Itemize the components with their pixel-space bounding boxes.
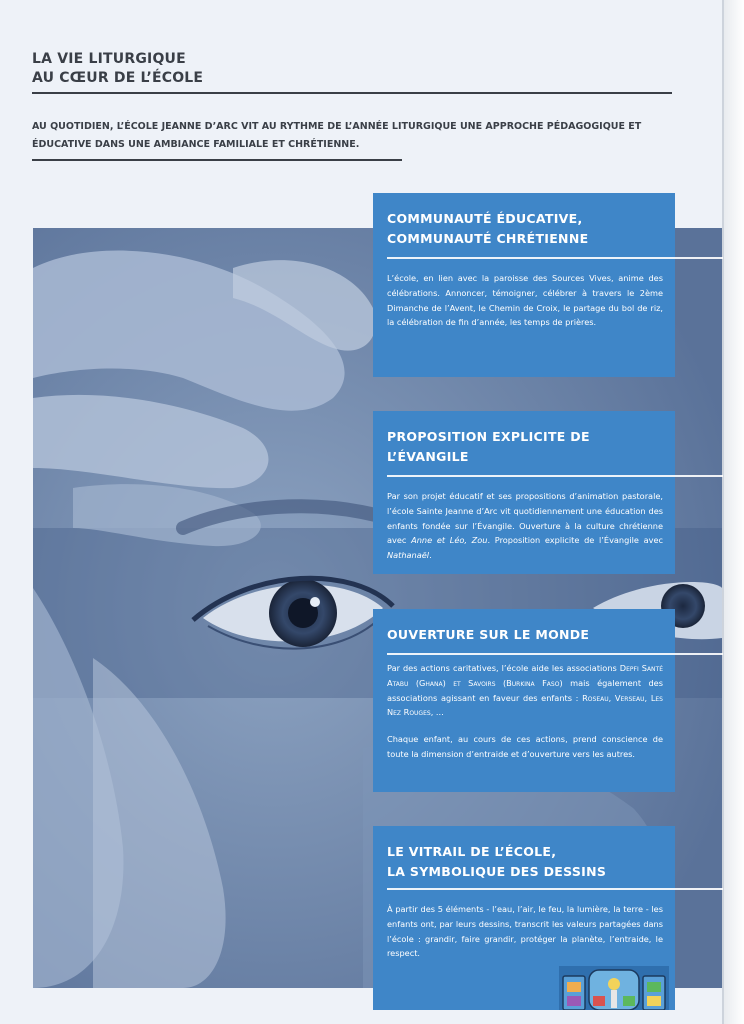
intro-divider (32, 159, 402, 161)
section-evangile-nathanael: Nathanaël (387, 550, 430, 561)
section-communaute-body (387, 271, 663, 330)
page-title (32, 50, 432, 88)
section-evangile-text-a: Par son projet éducatif et ses propositions d’animation pastorale, l’école Sainte Jeanne d’Arc vit quotidiennement une éducation des enfants fondée sur l’Évangile. Ouverture à la culture chrétienne avec (387, 491, 663, 546)
section-evangile-title-line-2: L’ÉVANGILE (387, 449, 469, 464)
section-communaute-divider (387, 257, 723, 259)
section-monde (373, 609, 675, 792)
intro-line-2: ÉDUCATIVE DANS UNE AMBIANCE FAMILIALE ET CHRÉTIENNE. (32, 139, 360, 150)
section-vitrail-title-line-1: LE VITRAIL DE L’ÉCOLE, (387, 844, 557, 859)
section-monde-associations: Depfi Santé Atabu (Ghana) et Savoirs (Burkina Faso) (387, 663, 663, 688)
section-evangile-body (387, 489, 663, 563)
section-evangile-title-line-1: PROPOSITION EXPLICITE DE (387, 429, 590, 444)
section-monde-title (373, 609, 675, 645)
section-vitrail-title (373, 826, 675, 882)
section-vitrail-title-line-2: LA SYMBOLIQUE DES DESSINS (387, 864, 607, 879)
intro-line-1: AU QUOTIDIEN, L’ÉCOLE JEANNE D’ARC VIT AU RYTHME DE L’ANNÉE LITURGIQUE UNE APPROCHE PÉDAGOGIQUE ET (32, 121, 642, 132)
section-communaute-title-line-2: COMMUNAUTÉ CHRÉTIENNE (387, 231, 589, 246)
section-monde-text-1 (387, 661, 663, 720)
section-communaute-title-line-1: COMMUNAUTÉ ÉDUCATIVE, (387, 211, 583, 226)
stained-glass-icon (559, 966, 669, 1010)
section-vitrail (373, 826, 675, 1010)
section-evangile (373, 411, 675, 574)
section-monde-text-c: , ... (430, 707, 444, 718)
section-vitrail-body (387, 902, 663, 961)
intro-paragraph (32, 118, 692, 154)
title-divider (32, 92, 672, 94)
section-monde-text-a: Par des actions caritatives, l’école aide les associations (387, 663, 620, 673)
section-monde-divider (387, 653, 723, 655)
section-monde-text-2: Chaque enfant, au cours de ces actions, prend conscience de toute la dimension d’entraide et d’ouverture vers les autres. (387, 734, 663, 759)
section-evangile-books: Anne et Léo, Zou (411, 535, 488, 546)
section-evangile-divider (387, 475, 723, 477)
section-evangile-text-b: . Proposition explicite de l’Évangile avec (487, 535, 664, 546)
page-title-line-2: AU CŒUR DE L’ÉCOLE (32, 70, 204, 86)
section-evangile-text (387, 489, 663, 563)
section-vitrail-divider (387, 888, 723, 890)
section-monde-associations-enfants: Roseau, Verseau, Les Nez Rouges (387, 692, 663, 718)
section-communaute-text: L’école, en lien avec la paroisse des Sources Vives, anime des célébrations. Annoncer, témoigner, célébrer à travers le 2ème Dimanche de l’Avent, le Chemin de Croix, le partage du bol de riz, la célébration de fin d’année, les temps de prières. (387, 273, 663, 328)
section-evangile-text-c: . (429, 550, 432, 561)
section-monde-body (387, 661, 663, 762)
section-monde-text-b: mais également des associations agissant en faveur des enfants : (387, 677, 663, 703)
section-communaute (373, 193, 675, 377)
page-edge (724, 0, 744, 1024)
section-vitrail-text: À partir des 5 éléments - l’eau, l’air, le feu, la lumière, la terre - les enfants ont, par leurs dessins, transcrit les valeurs partagées dans l’école : grandir, faire grandir, protéger la planète, l’entraide, le respect. (387, 904, 663, 959)
page-title-line-1: LA VIE LITURGIQUE (32, 51, 186, 67)
section-monde-title-line-1: OUVERTURE SUR LE MONDE (387, 627, 590, 642)
section-communaute-title (373, 193, 675, 249)
section-evangile-title (373, 411, 675, 467)
